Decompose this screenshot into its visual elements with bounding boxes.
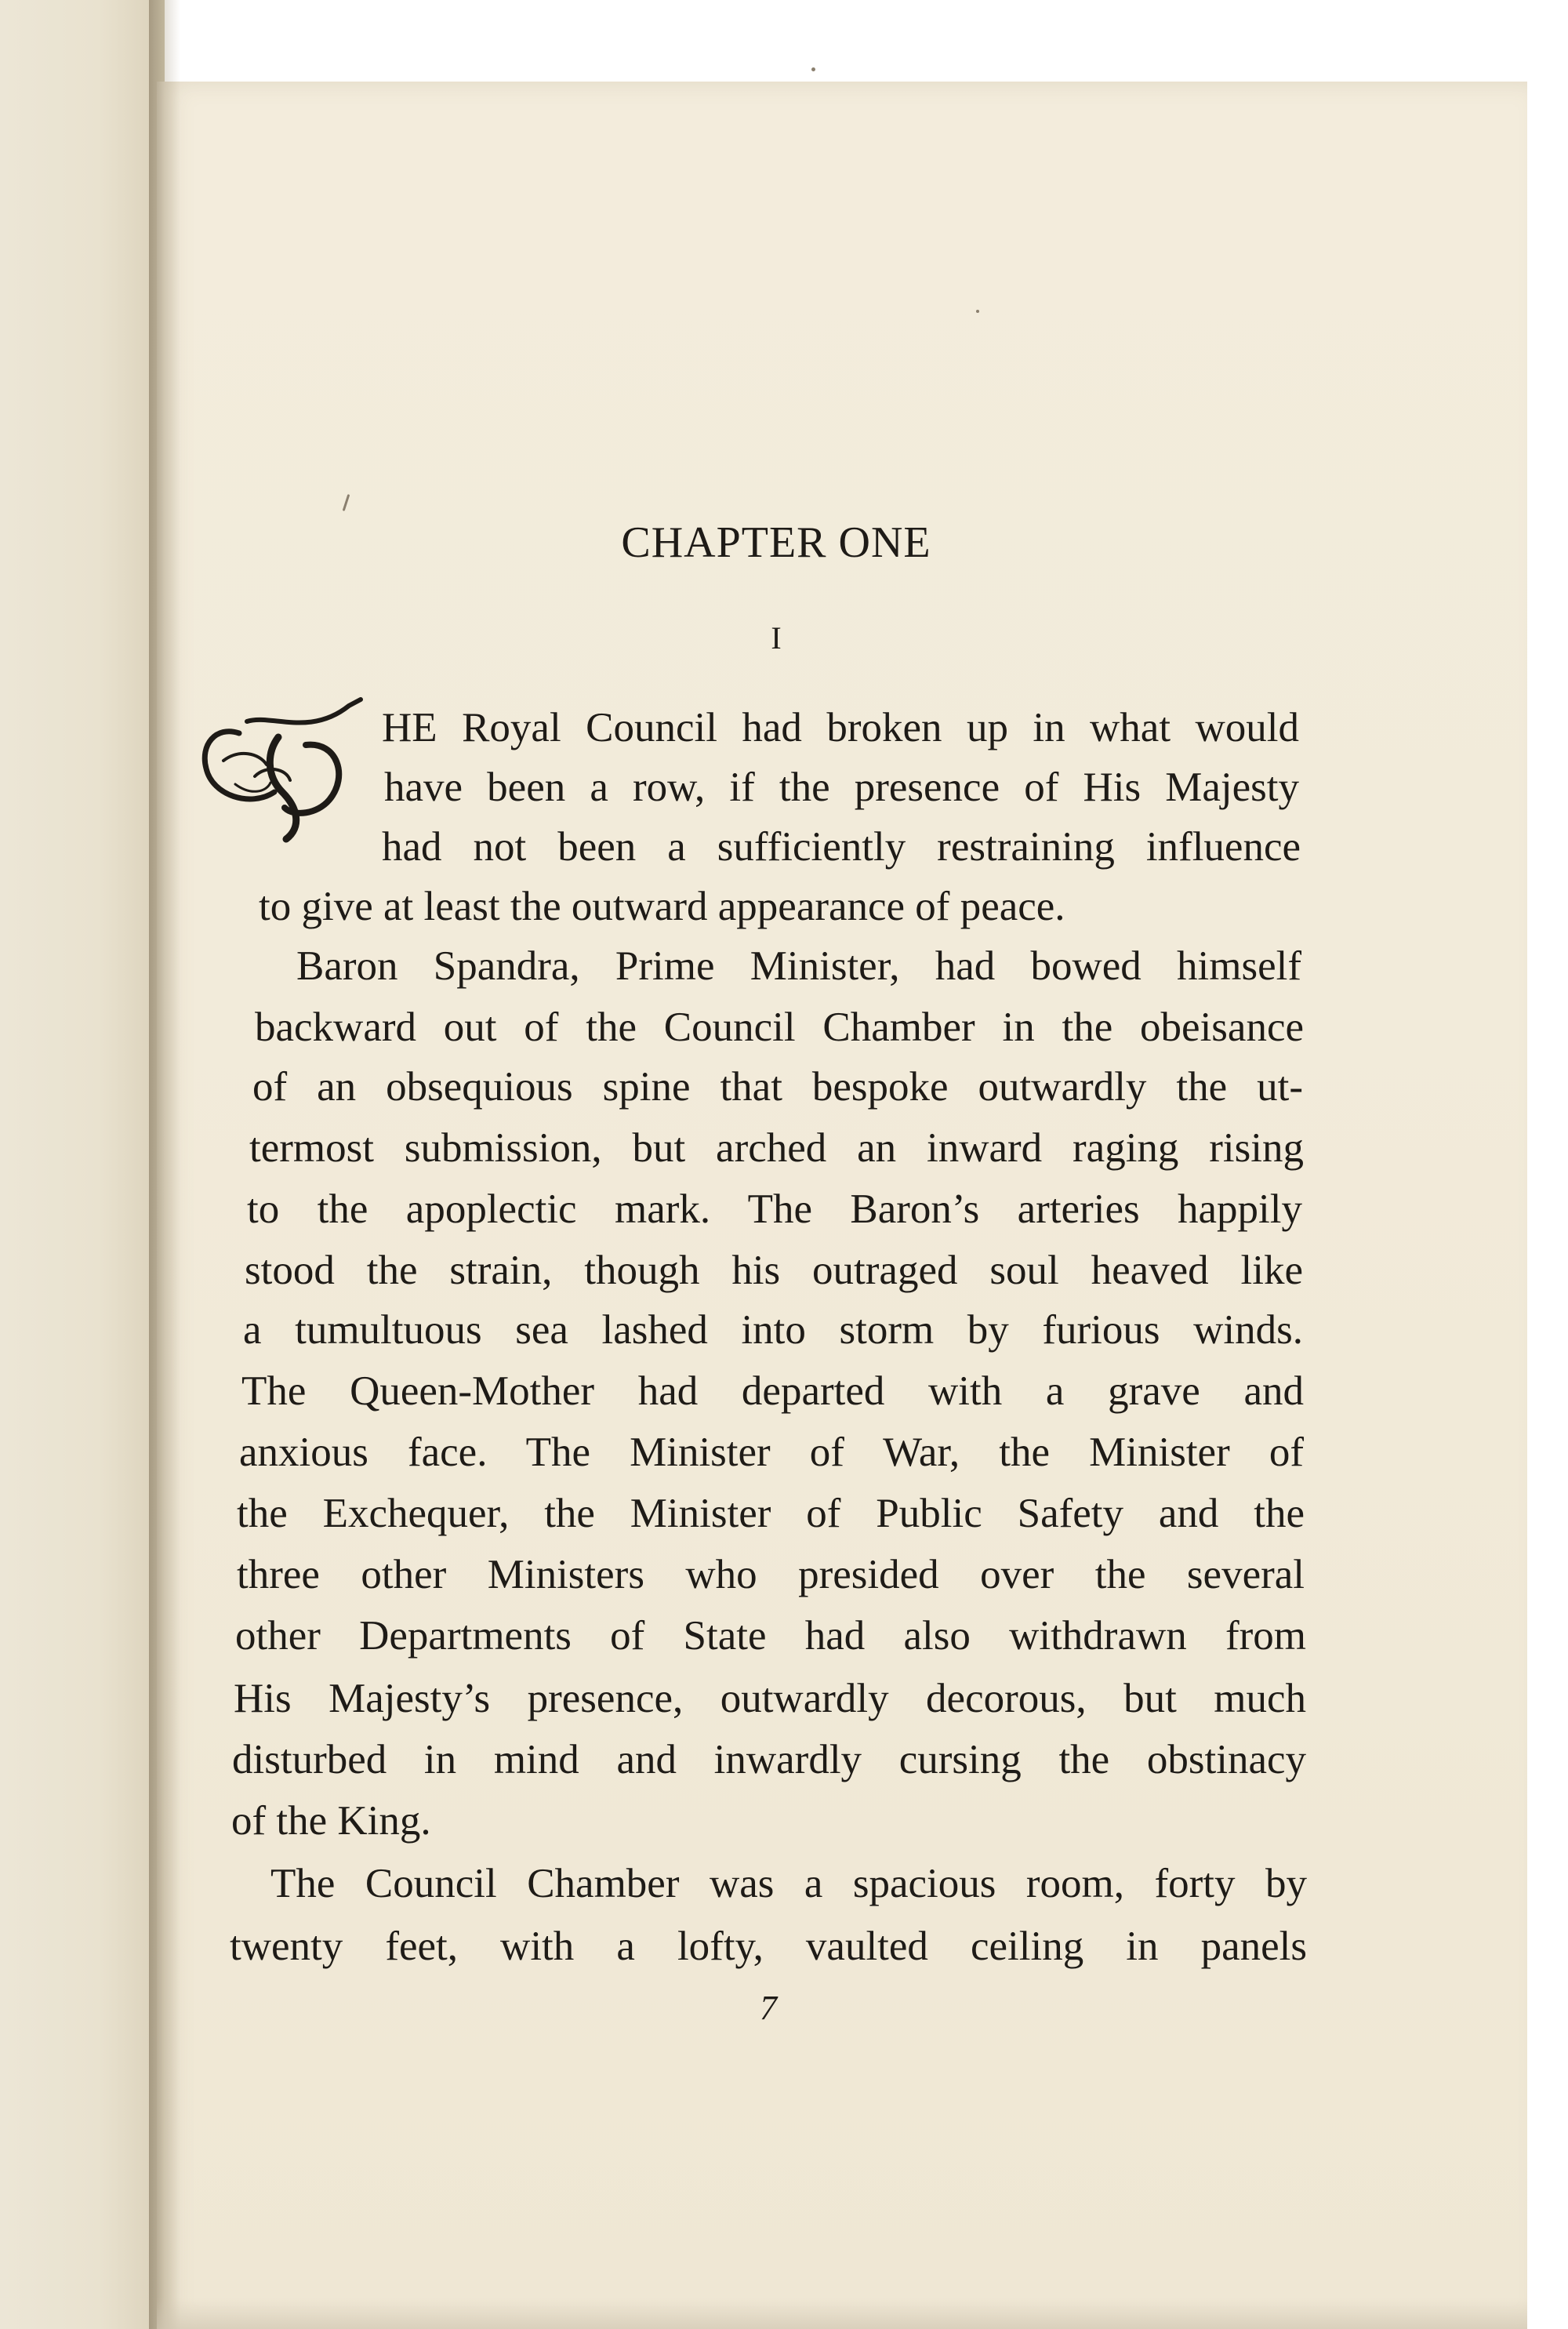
- text-line: Baron Spandra, Prime Minister, had bowed himself: [296, 943, 1301, 989]
- text-line: His Majesty’s presence, outwardly decorous, but much: [234, 1676, 1306, 1721]
- text-line: have been a row, if the presence of His Majesty: [384, 765, 1299, 810]
- chapter-title: CHAPTER ONE: [621, 518, 931, 567]
- gutter-shadow: [149, 0, 180, 2329]
- text-line: termost submission, but arched an inward raging rising: [249, 1125, 1304, 1171]
- page-bottom-edge: [157, 2298, 1527, 2329]
- text-line: anxious face. The Minister of War, the Minister of: [239, 1430, 1304, 1475]
- text-line: a tumultuous sea lashed into storm by furious winds.: [243, 1307, 1303, 1353]
- text-line: twenty feet, with a lofty, vaulted ceiling in panels: [230, 1924, 1307, 1969]
- facing-page-edge: [0, 0, 165, 2329]
- text-line: The Queen-Mother had departed with a grave and: [241, 1368, 1304, 1414]
- text-line: the Exchequer, the Minister of Public Safety and the: [237, 1491, 1305, 1536]
- text-line: had not been a sufficiently restraining influence: [382, 824, 1301, 870]
- section-numeral: I: [771, 620, 782, 656]
- text-line: three other Ministers who presided over the several: [237, 1552, 1305, 1597]
- text-line: to the apoplectic mark. The Baron’s arteries happily: [247, 1186, 1302, 1232]
- page-number: 7: [760, 1989, 777, 2027]
- text-line: of the King.: [231, 1798, 431, 1844]
- text-line: disturbed in mind and inwardly cursing the obstinacy: [232, 1737, 1306, 1782]
- text-line: other Departments of State had also withdrawn from: [235, 1613, 1306, 1659]
- text-line: to give at least the outward appearance of peace.: [259, 884, 1065, 929]
- drop-cap-ornament: [192, 690, 372, 847]
- paper-speck: [976, 310, 979, 313]
- text-line: backward out of the Council Chamber in the obeisance: [255, 1005, 1304, 1050]
- text-line: The Council Chamber was a spacious room, forty by: [270, 1861, 1307, 1906]
- text-line: stood the strain, though his outraged soul heaved like: [245, 1248, 1303, 1293]
- text-line: HE Royal Council had broken up in what would: [382, 705, 1299, 750]
- paper-speck: [811, 67, 815, 71]
- text-line: of an obsequious spine that bespoke outwardly the ut-: [252, 1064, 1303, 1110]
